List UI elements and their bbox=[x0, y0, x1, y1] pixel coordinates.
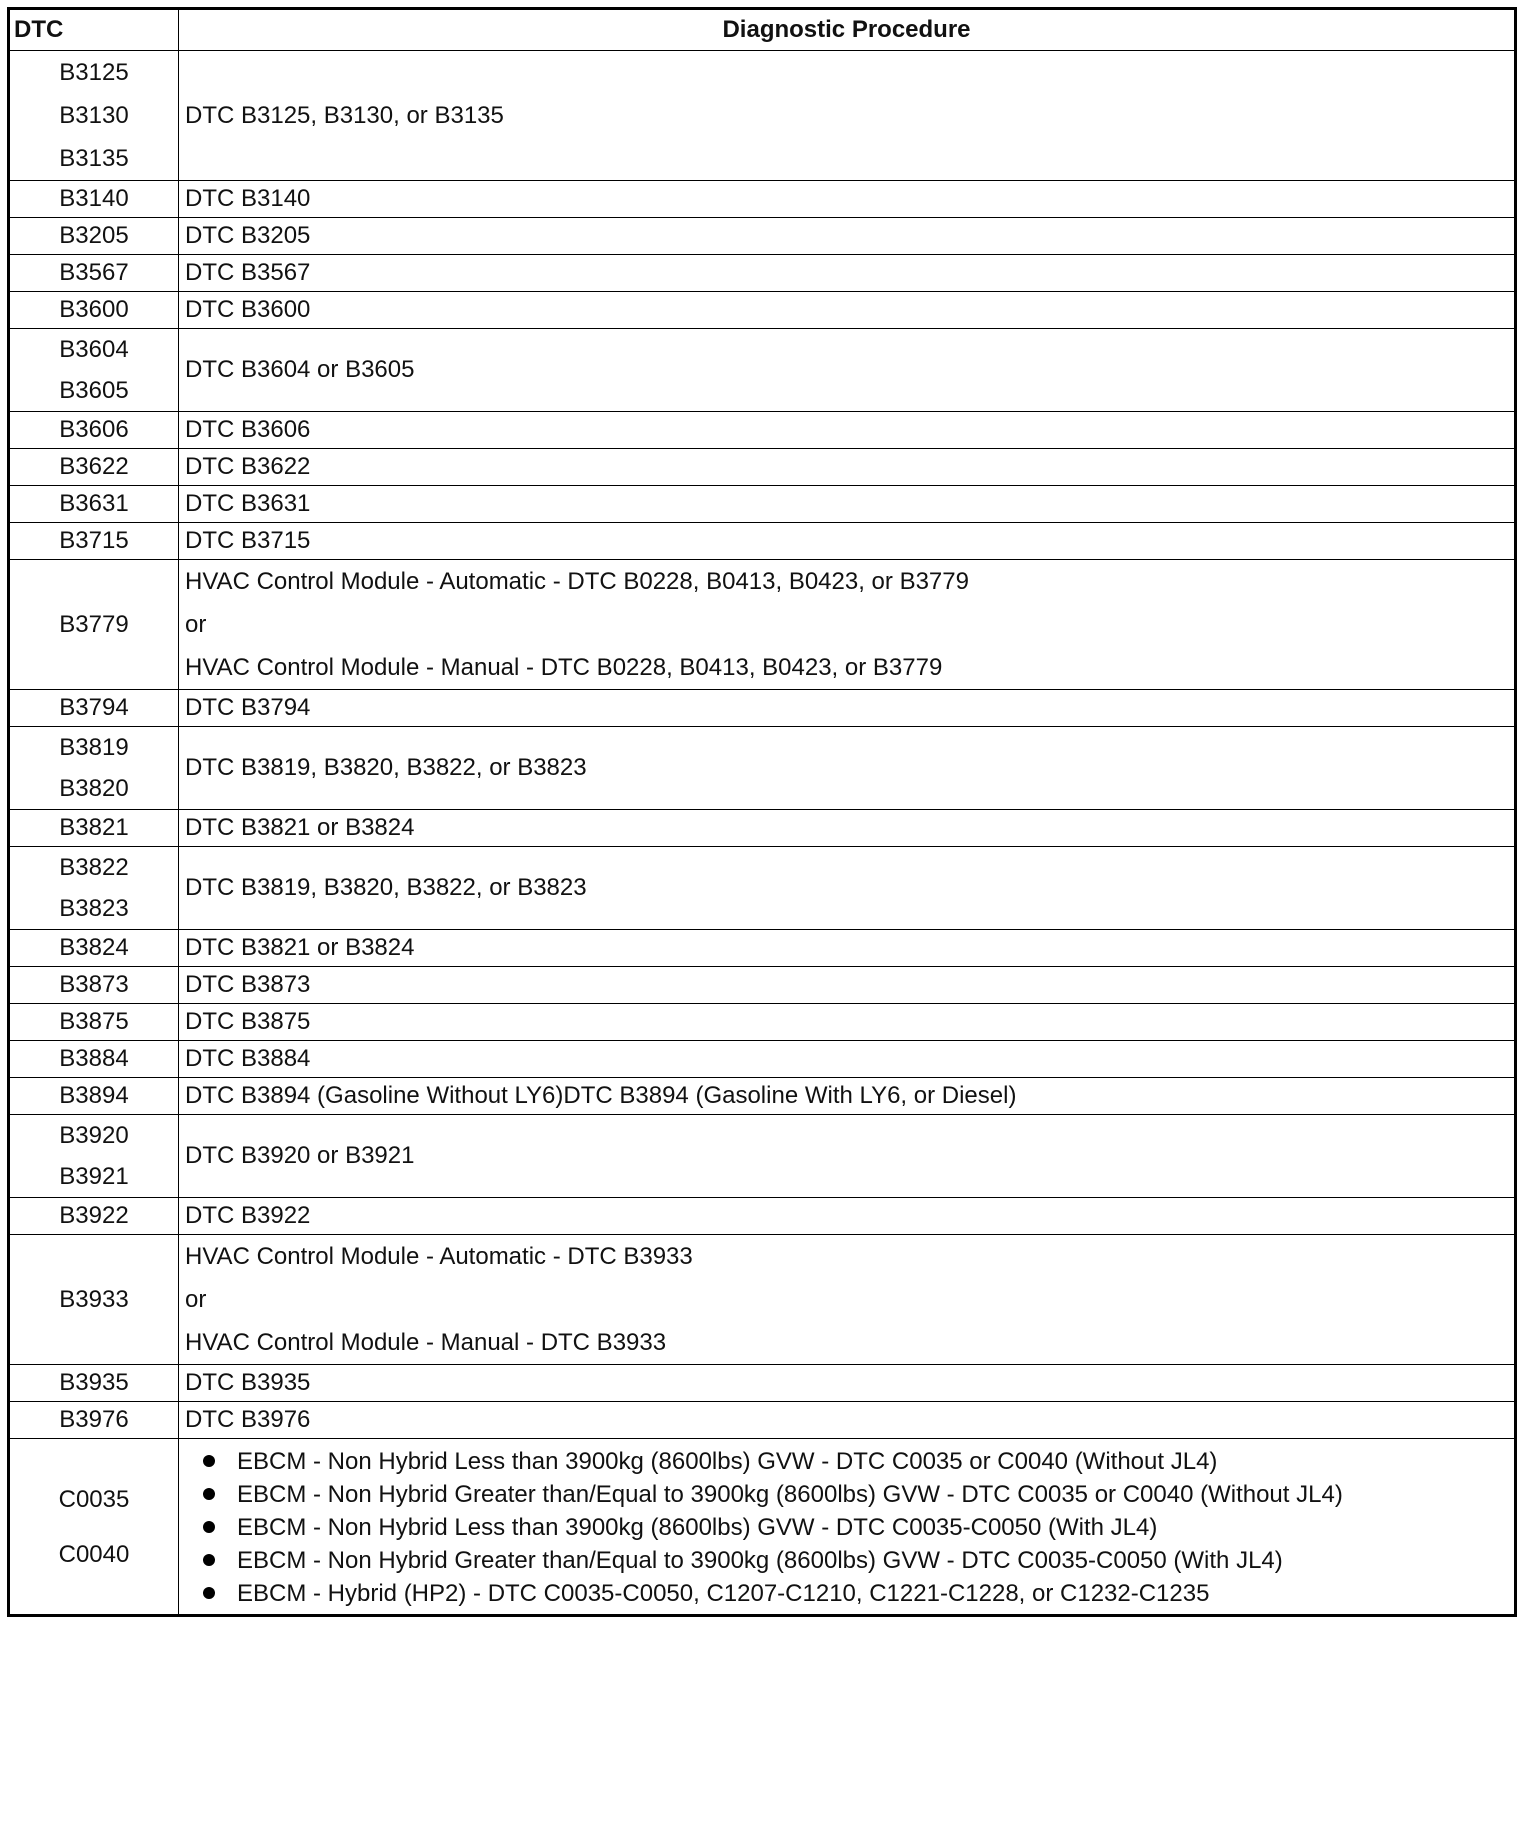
dtc-code: B3779 bbox=[59, 611, 129, 638]
dtc-code: B3125 bbox=[59, 59, 129, 86]
dtc-code: B3622 bbox=[59, 453, 129, 480]
procedure-link[interactable]: DTC B3622 bbox=[185, 453, 311, 480]
dtc-cell bbox=[9, 51, 179, 181]
dtc-code: C0035 bbox=[58, 1485, 130, 1513]
list-item bbox=[203, 1544, 1514, 1577]
dtc-code: B3604 bbox=[59, 336, 129, 363]
bullet-icon bbox=[203, 1455, 215, 1467]
procedure-link[interactable]: DTC B3600 bbox=[185, 296, 311, 323]
dtc-code: B3605 bbox=[59, 377, 129, 404]
procedure-link[interactable]: DTC B3715 bbox=[185, 527, 311, 554]
procedure-link[interactable]: DTC B3606 bbox=[185, 416, 311, 443]
dtc-cell bbox=[9, 412, 179, 449]
dtc-code: B3976 bbox=[59, 1406, 129, 1433]
dtc-cell bbox=[9, 1365, 179, 1402]
bullet-icon bbox=[203, 1554, 215, 1566]
dtc-code: B3873 bbox=[59, 971, 129, 998]
procedure-cell bbox=[179, 1235, 1516, 1365]
dtc-table bbox=[7, 7, 1517, 1617]
dtc-code: B3921 bbox=[59, 1163, 129, 1190]
procedure-cell bbox=[179, 1402, 1516, 1439]
dtc-code: B3606 bbox=[59, 416, 129, 443]
list-item bbox=[203, 1511, 1514, 1544]
procedure-cell bbox=[179, 847, 1516, 930]
procedure-link[interactable]: DTC B3920 or B3921 bbox=[185, 1142, 415, 1169]
procedure-cell bbox=[179, 1439, 1516, 1616]
bullet-icon bbox=[203, 1521, 215, 1533]
table-row bbox=[9, 486, 1516, 523]
procedure-cell bbox=[179, 1198, 1516, 1235]
procedure-link[interactable]: DTC B3821 or B3824 bbox=[185, 934, 415, 961]
dtc-code: B3715 bbox=[59, 527, 129, 554]
dtc-code: B3820 bbox=[59, 775, 129, 802]
procedure-link[interactable]: DTC B3205 bbox=[185, 222, 311, 249]
table-row bbox=[9, 727, 1516, 810]
procedure-cell bbox=[179, 486, 1516, 523]
dtc-cell bbox=[9, 1198, 179, 1235]
procedure-cell bbox=[179, 560, 1516, 690]
procedure-cell bbox=[179, 727, 1516, 810]
dtc-code: B3821 bbox=[59, 814, 129, 841]
table-row bbox=[9, 1402, 1516, 1439]
procedure-cell bbox=[179, 930, 1516, 967]
dtc-cell bbox=[9, 727, 179, 810]
procedure-link[interactable]: EBCM - Non Hybrid Less than 3900kg (8600lbs) GVW - DTC C0035-C0050 (With JL4) bbox=[237, 1514, 1158, 1541]
procedure-link[interactable]: DTC B3922 bbox=[185, 1202, 311, 1229]
table-row bbox=[9, 1078, 1516, 1115]
procedure-link[interactable]: DTC B3567 bbox=[185, 259, 311, 286]
dtc-cell bbox=[9, 255, 179, 292]
dtc-code: B3135 bbox=[59, 145, 129, 172]
procedure-cell bbox=[179, 690, 1516, 727]
table-row bbox=[9, 847, 1516, 930]
dtc-code: B3922 bbox=[59, 1202, 129, 1229]
procedure-link[interactable]: HVAC Control Module - Manual - DTC B3933 bbox=[185, 1329, 667, 1356]
dtc-code: B3819 bbox=[59, 734, 129, 761]
procedure-link[interactable]: DTC B3875 bbox=[185, 1008, 311, 1035]
procedure-link[interactable]: DTC B3125, B3130, or B3135 bbox=[185, 102, 504, 129]
table-row bbox=[9, 449, 1516, 486]
dtc-cell bbox=[9, 967, 179, 1004]
procedure-cell bbox=[179, 51, 1516, 181]
list-item bbox=[203, 1577, 1514, 1610]
procedure-cell bbox=[179, 1365, 1516, 1402]
procedure-link[interactable]: EBCM - Non Hybrid Greater than/Equal to 3900kg (8600lbs) GVW - DTC C0035 or C0040 (Without JL4) bbox=[237, 1481, 1343, 1508]
dtc-code: B3933 bbox=[59, 1286, 129, 1313]
bullet-icon bbox=[203, 1488, 215, 1500]
dtc-code: C0040 bbox=[58, 1540, 130, 1568]
dtc-cell bbox=[9, 1078, 179, 1115]
table-row bbox=[9, 51, 1516, 181]
table-row bbox=[9, 1198, 1516, 1235]
table-row bbox=[9, 930, 1516, 967]
procedure-cell bbox=[179, 523, 1516, 560]
dtc-code: B3140 bbox=[59, 185, 129, 212]
dtc-code: B3631 bbox=[59, 490, 129, 517]
procedure-link[interactable]: DTC B3604 or B3605 bbox=[185, 356, 415, 383]
table-row bbox=[9, 967, 1516, 1004]
dtc-code: B3894 bbox=[59, 1082, 129, 1109]
procedure-cell bbox=[179, 292, 1516, 329]
dtc-cell bbox=[9, 690, 179, 727]
dtc-cell bbox=[9, 329, 179, 412]
dtc-code: B3205 bbox=[59, 222, 129, 249]
procedure-cell bbox=[179, 1078, 1516, 1115]
table-row bbox=[9, 810, 1516, 847]
procedure-separator: or bbox=[185, 611, 207, 638]
table-row bbox=[9, 1365, 1516, 1402]
table-row bbox=[9, 1041, 1516, 1078]
dtc-code: B3920 bbox=[59, 1122, 129, 1149]
dtc-cell bbox=[9, 181, 179, 218]
header-dtc: DTC bbox=[9, 9, 179, 51]
dtc-cell bbox=[9, 1115, 179, 1198]
table-header-row bbox=[9, 9, 1516, 51]
dtc-cell bbox=[9, 560, 179, 690]
procedure-cell bbox=[179, 810, 1516, 847]
procedure-cell bbox=[179, 449, 1516, 486]
dtc-code: B3130 bbox=[59, 102, 129, 129]
table-row bbox=[9, 523, 1516, 560]
procedure-link[interactable]: DTC B3819, B3820, B3822, or B3823 bbox=[185, 874, 587, 901]
table-row bbox=[9, 1439, 1516, 1616]
dtc-code: B3935 bbox=[59, 1369, 129, 1396]
dtc-cell bbox=[9, 1041, 179, 1078]
procedure-cell bbox=[179, 255, 1516, 292]
table-row bbox=[9, 690, 1516, 727]
table-row bbox=[9, 1235, 1516, 1365]
dtc-code: B3824 bbox=[59, 934, 129, 961]
dtc-cell bbox=[9, 486, 179, 523]
header-diagnostic-procedure: Diagnostic Procedure bbox=[179, 9, 1516, 51]
dtc-cell bbox=[9, 847, 179, 930]
table-row bbox=[9, 1115, 1516, 1198]
bullet-icon bbox=[203, 1587, 215, 1599]
procedure-cell bbox=[179, 329, 1516, 412]
table-row bbox=[9, 560, 1516, 690]
procedure-cell bbox=[179, 1115, 1516, 1198]
dtc-cell bbox=[9, 523, 179, 560]
dtc-cell bbox=[9, 930, 179, 967]
procedure-link[interactable]: DTC B3631 bbox=[185, 490, 311, 517]
table-row bbox=[9, 181, 1516, 218]
procedure-cell bbox=[179, 218, 1516, 255]
procedure-link[interactable]: DTC B3935 bbox=[185, 1369, 311, 1396]
dtc-code: B3794 bbox=[59, 694, 129, 721]
list-item bbox=[203, 1445, 1514, 1478]
table-row bbox=[9, 218, 1516, 255]
dtc-cell bbox=[9, 1402, 179, 1439]
table-row bbox=[9, 1004, 1516, 1041]
procedure-cell bbox=[179, 967, 1516, 1004]
table-row bbox=[9, 255, 1516, 292]
table-row bbox=[9, 292, 1516, 329]
procedure-link[interactable]: DTC B3884 bbox=[185, 1045, 311, 1072]
dtc-cell bbox=[9, 810, 179, 847]
procedure-link[interactable]: HVAC Control Module - Automatic - DTC B0228, B0413, B0423, or B3779 bbox=[185, 568, 969, 595]
dtc-code: B3884 bbox=[59, 1045, 129, 1072]
list-item bbox=[203, 1478, 1514, 1511]
dtc-table-container bbox=[7, 7, 1514, 1617]
dtc-cell bbox=[9, 1439, 179, 1616]
procedure-link[interactable]: DTC B3976 bbox=[185, 1406, 311, 1433]
procedure-cell bbox=[179, 181, 1516, 218]
dtc-cell bbox=[9, 292, 179, 329]
procedure-link[interactable]: DTC B3140 bbox=[185, 185, 311, 212]
procedure-link[interactable]: DTC B3894 (Gasoline Without LY6)DTC B3894 (Gasoline With LY6, or Diesel) bbox=[185, 1082, 1017, 1109]
procedure-separator: or bbox=[185, 1286, 207, 1313]
dtc-cell bbox=[9, 218, 179, 255]
procedure-cell bbox=[179, 412, 1516, 449]
dtc-code: B3567 bbox=[59, 259, 129, 286]
procedure-bullet-list bbox=[185, 1439, 1514, 1614]
table-body bbox=[9, 51, 1516, 1616]
procedure-link[interactable]: DTC B3794 bbox=[185, 694, 311, 721]
dtc-code: B3875 bbox=[59, 1008, 129, 1035]
procedure-link[interactable]: EBCM - Non Hybrid Less than 3900kg (8600lbs) GVW - DTC C0035 or C0040 (Without JL4) bbox=[237, 1448, 1218, 1475]
dtc-code: B3822 bbox=[59, 854, 129, 881]
procedure-link[interactable]: EBCM - Hybrid (HP2) - DTC C0035-C0050, C1207-C1210, C1221-C1228, or C1232-C1235 bbox=[237, 1580, 1210, 1607]
procedure-link[interactable]: HVAC Control Module - Manual - DTC B0228, B0413, B0423, or B3779 bbox=[185, 654, 943, 681]
procedure-link[interactable]: DTC B3819, B3820, B3822, or B3823 bbox=[185, 754, 587, 781]
table-row bbox=[9, 329, 1516, 412]
procedure-link[interactable]: HVAC Control Module - Automatic - DTC B3933 bbox=[185, 1243, 693, 1270]
procedure-cell bbox=[179, 1004, 1516, 1041]
procedure-link[interactable]: DTC B3873 bbox=[185, 971, 311, 998]
procedure-link[interactable]: DTC B3821 or B3824 bbox=[185, 814, 415, 841]
procedure-cell bbox=[179, 1041, 1516, 1078]
dtc-code: B3600 bbox=[59, 296, 129, 323]
dtc-cell bbox=[9, 449, 179, 486]
dtc-cell bbox=[9, 1004, 179, 1041]
table-row bbox=[9, 412, 1516, 449]
procedure-link[interactable]: EBCM - Non Hybrid Greater than/Equal to 3900kg (8600lbs) GVW - DTC C0035-C0050 (With JL4) bbox=[237, 1547, 1283, 1574]
dtc-cell bbox=[9, 1235, 179, 1365]
dtc-code: B3823 bbox=[59, 895, 129, 922]
